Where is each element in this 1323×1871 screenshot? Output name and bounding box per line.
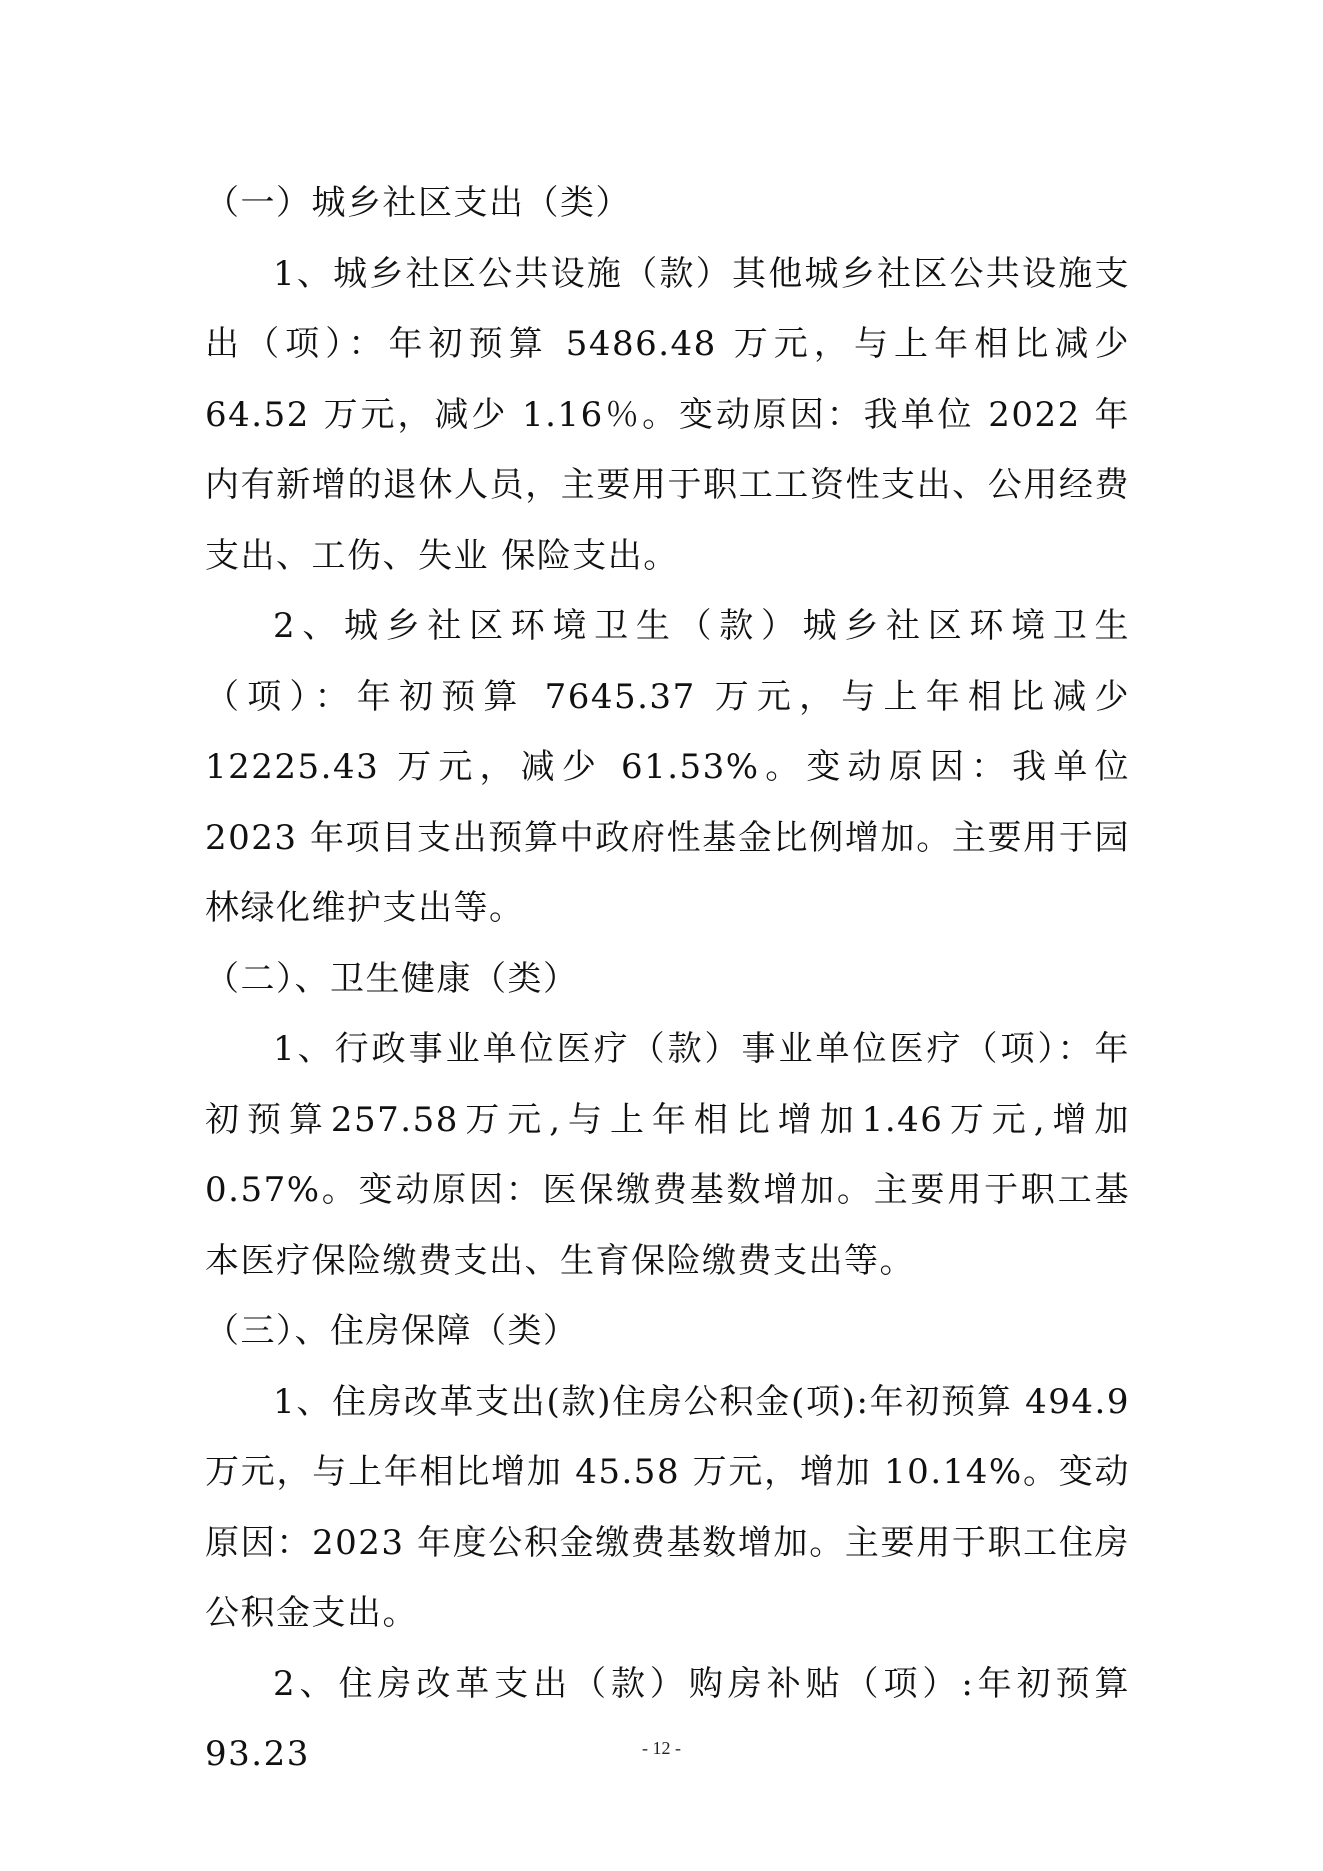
- section-heading-health: （二）、卫生健康（类）: [205, 958, 579, 999]
- paragraph-housing-fund: 1、住房改革支出(款)住房公积金(项):年初预算 494.9 万元，与上年相比增加 45.58 万元，增加 10.14%。变动原因：2023 年度公积金缴费基数增加。主要用于职工住房公积金支出。: [205, 1381, 1130, 1633]
- document-body: [205, 168, 1130, 1790]
- section-heading-housing: （三）、住房保障（类）: [205, 1311, 579, 1351]
- paragraph-housing-subsidy: 2、住房改革支出（款）购房补贴（项）:年初预算 93.23: [205, 1663, 1130, 1774]
- paragraph-public-facilities: 1、城乡社区公共设施（款）其他城乡社区公共设施支出（项）：年初预算 5486.48 万元，与上年相比减少 64.52 万元，减少 1.16％。变动原因：我单位 2022 年内有新增的退休人员，主要用于职工工资性支出、公用经费支出、工伤、失业 保险支出。: [205, 253, 1130, 576]
- paragraph-environmental-sanitation: 2、城乡社区环境卫生（款）城乡社区环境卫生（项）：年初预算 7645.37 万元，与上年相比减少 12225.43 万元，减少 61.53%。变动原因：我单位 2023 年项目支出预算中政府性基金比例增加。主要用于园林绿化维护支出等。: [205, 606, 1130, 928]
- page-number: - 12 -: [642, 1738, 681, 1758]
- section-heading-urban-rural: （一）城乡社区支出（类）: [205, 183, 631, 223]
- paragraph-medical-care: 1、行政事业单位医疗（款）事业单位医疗（项）：年初预算257.58万元,与上年相比增加1.46万元,增加0.57%。变动原因：医保缴费基数增加。主要用于职工基本医疗保险缴费支出、生育保险缴费支出等。: [205, 1029, 1130, 1281]
